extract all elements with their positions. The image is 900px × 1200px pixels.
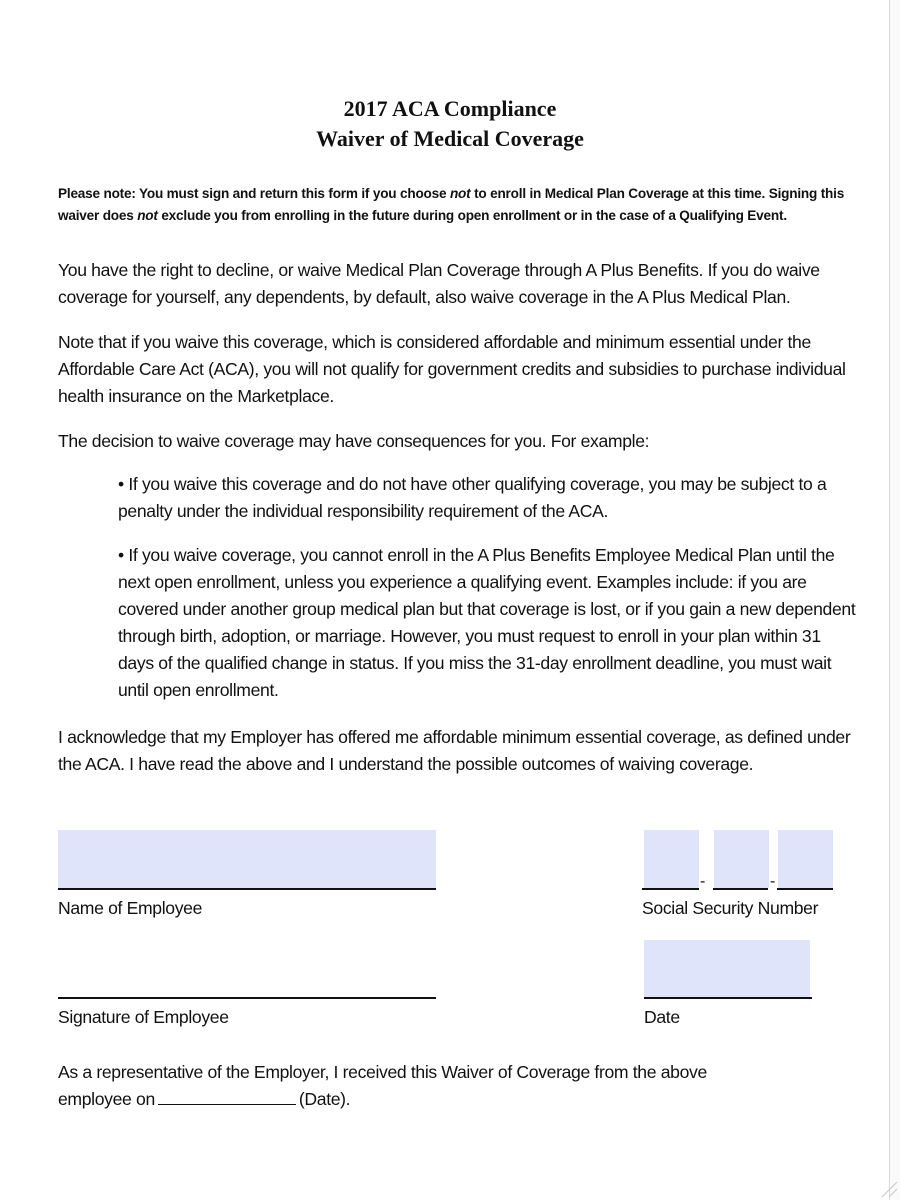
document-title: 2017 ACA Compliance xyxy=(343,96,557,121)
paragraph-aca-note: Note that if you waive this coverage, which is considered affordable and minimum essential under the Affordable Care Act (ACA), you will not qualify for government credits and subsidies to purchase individual health insurance on the Marketplace. xyxy=(58,332,846,406)
ssn-part1-line xyxy=(642,888,699,890)
paragraph-right-to-decline: You have the right to decline, or waive Medical Plan Coverage through A Plus Benefits. If you do waive coverage for yourself, any dependents, by default, also waive coverage in the A Plus Medical Plan. xyxy=(58,260,820,307)
received-date-blank[interactable] xyxy=(158,1104,296,1105)
ssn-part2-input[interactable] xyxy=(714,830,769,888)
date-input[interactable] xyxy=(644,940,810,997)
employee-name-input[interactable] xyxy=(58,830,436,888)
employer-acknowledgement xyxy=(58,1059,858,1113)
document-subtitle: Waiver of Medical Coverage xyxy=(316,126,584,151)
bullet-enrollment: • If you waive coverage, you cannot enroll in the A Plus Benefits Employee Medical Plan until the next open enrollment, unless you experience a qualifying event. Examples include: if you are covered under another group medical plan but that coverage is lost, or if you gain a new dependent through birth, adoption, or marriage. However, you must request to enroll in your plan within 31 days of the qualified change in status. If you miss the 31-day enrollment deadline, you must wait until open enrollment. xyxy=(118,545,856,700)
date-line xyxy=(644,997,812,999)
please-note xyxy=(58,183,858,227)
employer-ack-line2: employee on (Date). xyxy=(58,1089,351,1109)
paragraph-acknowledgement: I acknowledge that my Employer has offered me affordable minimum essential coverage, as defined under the ACA. I have read the above and I understand the possible outcomes of waiving coverage. xyxy=(58,727,851,774)
employee-signature-line[interactable] xyxy=(58,997,436,999)
paragraph-consequences: The decision to waive coverage may have consequences for you. For example: xyxy=(58,431,650,451)
employee-name-line xyxy=(58,888,436,890)
ssn-part2-line xyxy=(713,888,768,890)
ssn-separator-1: - xyxy=(700,873,706,890)
ssn-label: Social Security Number xyxy=(642,898,819,918)
employee-name-label: Name of Employee xyxy=(58,898,203,918)
page-scrollbar[interactable] xyxy=(889,0,900,1200)
ssn-part3-line xyxy=(777,888,833,890)
resize-grip-icon[interactable] xyxy=(878,1178,898,1198)
bullet-penalty: • If you waive this coverage and do not have other qualifying coverage, you may be subject to a penalty under the individual responsibility requirement of the ACA. xyxy=(118,474,827,521)
ssn-part1-input[interactable] xyxy=(644,830,699,888)
ssn-separator-2: - xyxy=(770,873,776,890)
please-note-line2: waiver does not exclude you from enrolling in the future during open enrollment or in the case of a Qualifying Event. xyxy=(58,208,787,223)
please-note-line1: Please note: You must sign and return this form if you choose not to enroll in Medical Plan Coverage at this time. Signing this xyxy=(58,186,845,201)
ssn-part3-input[interactable] xyxy=(778,830,833,888)
employer-ack-line1: As a representative of the Employer, I received this Waiver of Coverage from the above xyxy=(58,1062,707,1082)
date-label: Date xyxy=(644,1007,680,1027)
employee-signature-label: Signature of Employee xyxy=(58,1007,229,1027)
